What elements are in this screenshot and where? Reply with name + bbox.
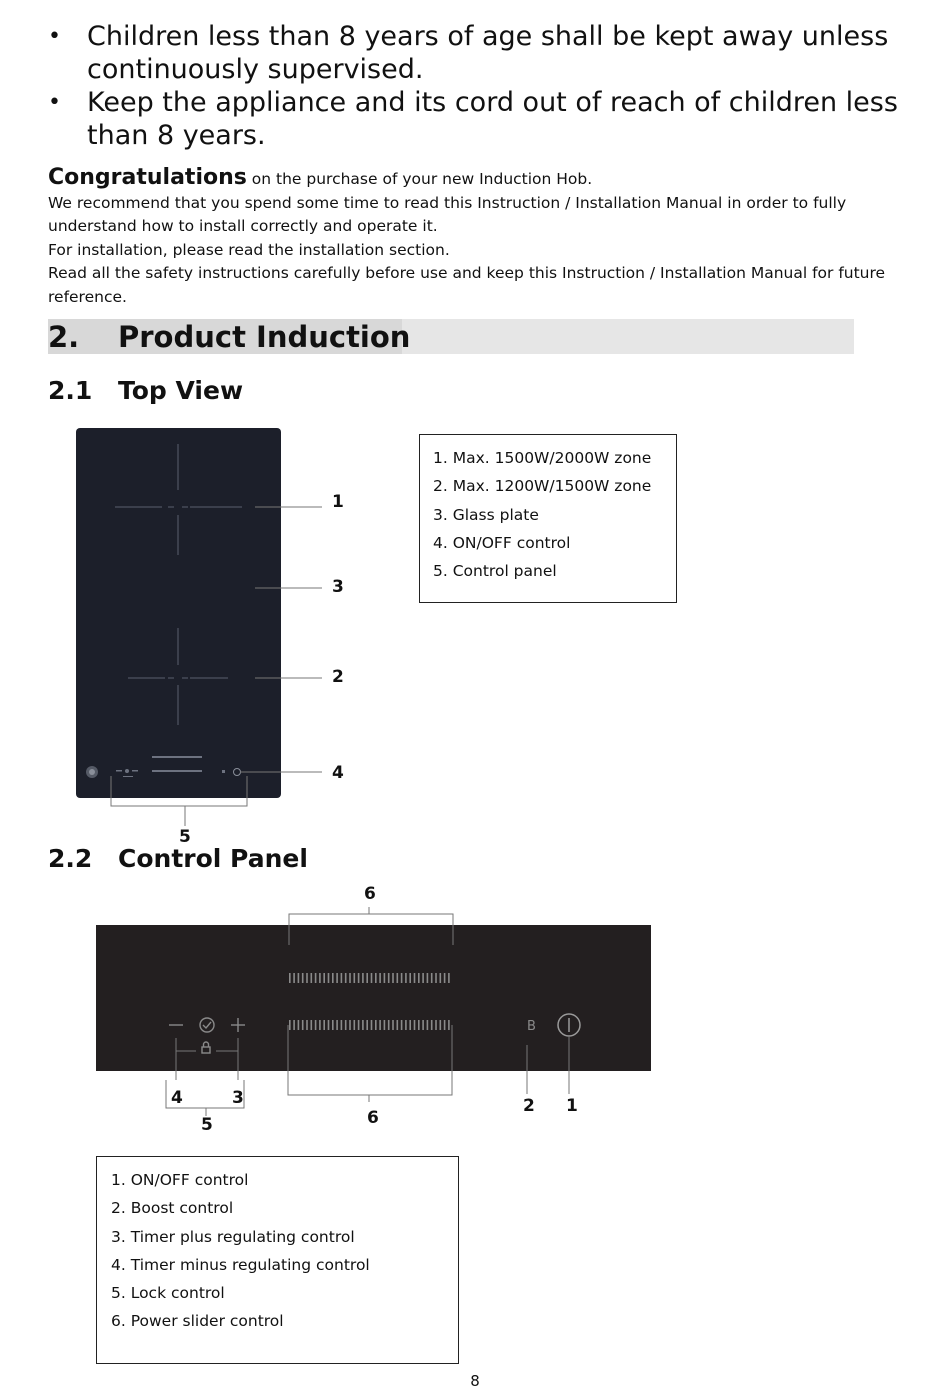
slider-tick (388, 1020, 390, 1030)
bullet-text: Keep the appliance and its cord out of reach of children less than 8 years. (87, 87, 898, 151)
callout-5: 5 (179, 827, 191, 847)
legend-item: 6. Power slider control (111, 1312, 284, 1331)
callout-5-panel: 5 (201, 1115, 213, 1135)
slider-tick (392, 1020, 394, 1030)
legend-item: 3. Timer plus regulating control (111, 1227, 355, 1246)
intro-line: Read all the safety instructions carefully before use and keep this Instruction / Installation Manual for future reference. (48, 264, 886, 306)
slider-tick (354, 973, 356, 983)
bullet-item (48, 86, 918, 152)
callout-3-panel: 3 (232, 1088, 244, 1108)
slider-tick (341, 973, 343, 983)
slider-tick (371, 1020, 373, 1030)
slider-tick (388, 973, 390, 983)
slider-tick (440, 1020, 442, 1030)
slider-tick (375, 973, 377, 983)
legend-item: 2. Max. 1200W/1500W zone (433, 477, 652, 496)
slider-tick (306, 1020, 308, 1030)
bullet-item (48, 20, 918, 86)
legend-item: 2. Boost control (111, 1199, 234, 1218)
slider-tick (379, 1020, 381, 1030)
slider-tick (293, 1020, 295, 1030)
slider-tick (371, 973, 373, 983)
slider-tick (444, 1020, 446, 1030)
slider-tick (448, 1020, 450, 1030)
callout-6-bottom: 6 (367, 1108, 379, 1128)
slider-tick (418, 973, 420, 983)
subsection-number: 2.2 (48, 844, 93, 873)
slider-tick (435, 973, 437, 983)
slider-tick (358, 973, 360, 983)
slider-tick (384, 973, 386, 983)
legend-item: 3. Glass plate (433, 505, 539, 524)
slider-tick (332, 1020, 334, 1030)
slider-tick (306, 973, 308, 983)
slider-tick (448, 973, 450, 983)
slider-tick (298, 1020, 300, 1030)
slider-tick (345, 1020, 347, 1030)
callout-2: 2 (332, 667, 344, 687)
callout-1: 1 (332, 492, 344, 512)
slider-tick (319, 973, 321, 983)
callout-2-panel: 2 (523, 1096, 535, 1116)
intro-paragraph (48, 166, 918, 309)
bullet-icon: • (48, 90, 61, 115)
slider-tick (418, 1020, 420, 1030)
top-view-diagram (70, 420, 370, 845)
slider-tick (341, 1020, 343, 1030)
section-number: 2. (48, 320, 80, 354)
bullet-icon: • (48, 24, 61, 49)
slider-tick (323, 1020, 325, 1030)
bullet-text: Children less than 8 years of age shall be kept away unless continuously supervised. (87, 21, 889, 85)
slider-tick (435, 1020, 437, 1030)
slider-tick (405, 973, 407, 983)
intro-line: For installation, please read the installation section. (48, 240, 450, 259)
slider-tick (379, 973, 381, 983)
slider-tick (289, 973, 291, 983)
slider-tick (302, 973, 304, 983)
slider-tick (366, 1020, 368, 1030)
slider-tick (345, 973, 347, 983)
slider-tick (431, 1020, 433, 1030)
section-title: Product Induction (118, 320, 411, 354)
slider-tick (354, 1020, 356, 1030)
callout-1-panel: 1 (566, 1096, 578, 1116)
slider-tick (414, 1020, 416, 1030)
slider-tick (311, 973, 313, 983)
legend-item: 1. ON/OFF control (111, 1171, 249, 1189)
slider-tick (422, 1020, 424, 1030)
slider-tick (323, 973, 325, 983)
intro-line: We recommend that you spend some time to read this Instruction / Installation Manual in order to fully understand how to install correctly and operate it. (48, 193, 847, 235)
slider-tick (332, 973, 334, 983)
control-panel-surface (96, 925, 651, 1071)
top-view-legend (419, 434, 677, 603)
slider-tick (366, 973, 368, 983)
slider-tick (362, 973, 364, 983)
slider-tick (427, 1020, 429, 1030)
section-heading (48, 318, 410, 356)
callout-4-panel: 4 (171, 1088, 183, 1108)
legend-item: 4. ON/OFF control (433, 533, 571, 552)
boost-label: B (527, 1019, 536, 1034)
slider-tick (336, 973, 338, 983)
slider-tick (328, 1020, 330, 1030)
slider-tick (401, 1020, 403, 1030)
safety-bullets (48, 20, 918, 152)
callout-3: 3 (332, 577, 344, 597)
page-number: 8 (470, 1372, 480, 1390)
slider-tick (431, 973, 433, 983)
slider-tick (362, 1020, 364, 1030)
slider-tick (336, 1020, 338, 1030)
subsection-number: 2.1 (48, 376, 93, 405)
slider-tick (422, 973, 424, 983)
slider-tick (293, 973, 295, 983)
slider-tick (375, 1020, 377, 1030)
slider-tick (319, 1020, 321, 1030)
congratulations-heading: Congratulations (48, 165, 247, 190)
slider-tick (315, 973, 317, 983)
slider-tick (405, 1020, 407, 1030)
slider-tick (401, 973, 403, 983)
subsection-title: Control Panel (118, 844, 308, 873)
subsection-title: Top View (118, 376, 244, 405)
slider-tick (289, 1020, 291, 1030)
legend-item: 5. Lock control (111, 1284, 225, 1303)
slider-tick (311, 1020, 313, 1030)
control-panel-heading (48, 844, 308, 873)
control-panel-legend (96, 1156, 459, 1364)
slider-tick (440, 973, 442, 983)
slider-tick (349, 1020, 351, 1030)
legend-item: 4. Timer minus regulating control (111, 1255, 370, 1274)
legend-item: 1. Max. 1500W/2000W zone (433, 449, 652, 467)
slider-tick (315, 1020, 317, 1030)
callout-6-top: 6 (364, 884, 376, 904)
callout-4: 4 (332, 763, 344, 783)
slider-tick (414, 973, 416, 983)
slider-tick (384, 1020, 386, 1030)
slider-tick (349, 973, 351, 983)
slider-tick (409, 973, 411, 983)
slider-tick (358, 1020, 360, 1030)
slider-tick (397, 973, 399, 983)
slider-tick (302, 1020, 304, 1030)
congratulations-text: on the purchase of your new Induction Hob. (251, 170, 593, 188)
slider-tick (298, 973, 300, 983)
slider-tick (392, 973, 394, 983)
legend-item: 5. Control panel (433, 562, 557, 581)
slider-tick (444, 973, 446, 983)
slider-tick (409, 1020, 411, 1030)
slider-tick (397, 1020, 399, 1030)
slider-tick (427, 973, 429, 983)
top-view-heading (48, 376, 243, 405)
slider-tick (328, 973, 330, 983)
